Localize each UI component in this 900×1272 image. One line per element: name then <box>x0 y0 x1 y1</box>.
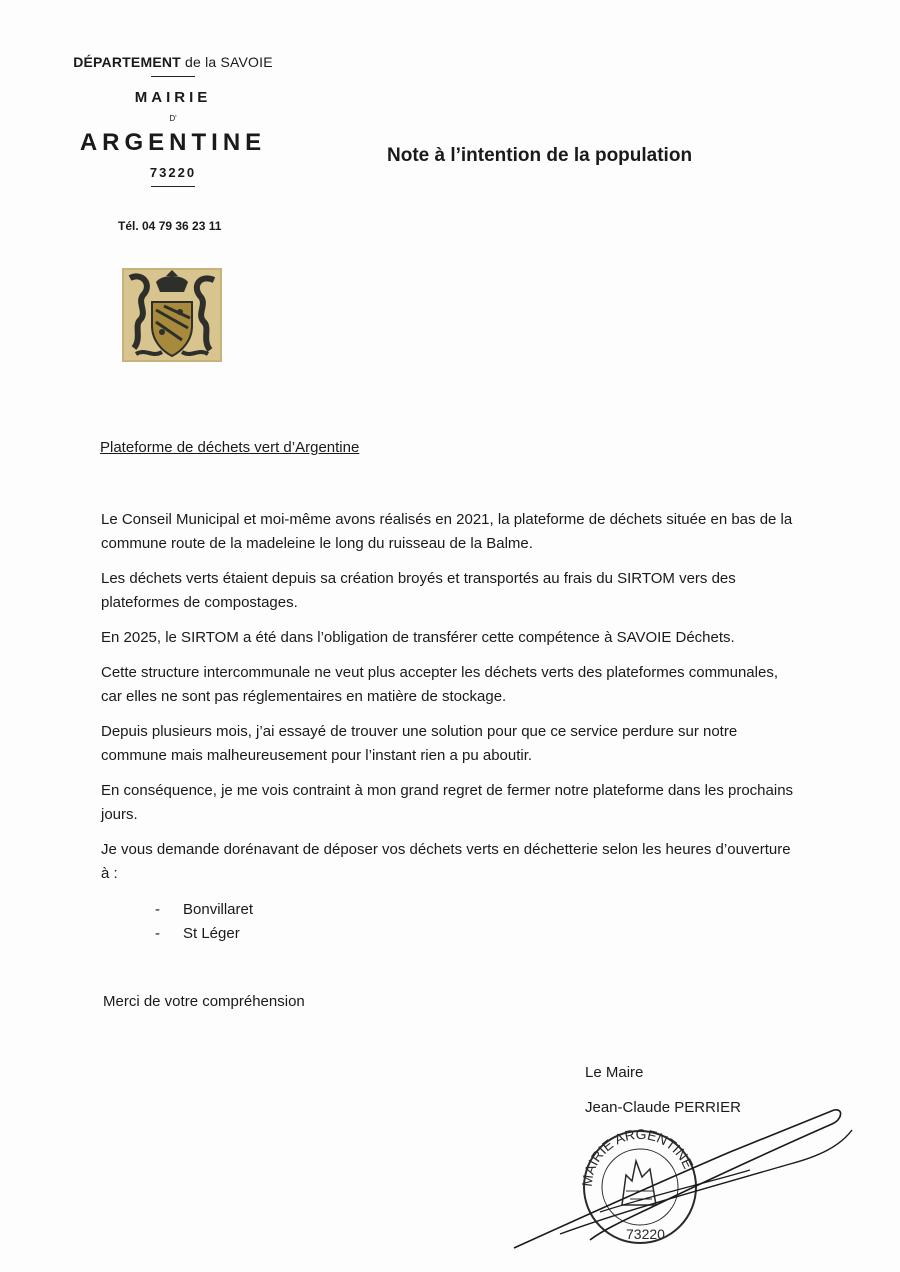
paragraph: Les déchets verts étaient depuis sa création broyés et transportés au frais du SIRTOM vers des plateformes de compostages. <box>101 570 736 611</box>
closing-line: Merci de votre compréhension <box>103 993 305 1010</box>
list-dash: - <box>155 901 160 918</box>
letter-body <box>101 508 801 897</box>
list-item <box>155 922 253 946</box>
stamp-text: MAIRIE ARGENTINE <box>578 1125 697 1188</box>
divider <box>151 76 195 77</box>
paragraph: En conséquence, je me vois contraint à mon grand regret de fermer notre plateforme dans les prochains jours. <box>101 782 794 823</box>
postal-code: 73220 <box>149 165 197 180</box>
signatory-name: Jean-Claude PERRIER <box>585 1099 741 1116</box>
telephone: Tél. 04 79 36 23 11 <box>118 219 222 233</box>
location-list <box>155 898 253 946</box>
subject-heading: Plateforme de déchets vert d’Argentine <box>100 439 360 456</box>
department-prefix: DÉPARTEMENT <box>73 54 181 70</box>
letterhead <box>60 54 286 187</box>
paragraph: Cette structure intercommunale ne veut plus accepter les déchets verts des plateformes communales, car elles ne sont pas réglementaires en matière de stockage. <box>101 664 778 705</box>
signatory-title: Le Maire <box>585 1064 644 1081</box>
list-item-text: Bonvillaret <box>183 901 254 918</box>
list-dash: - <box>155 925 160 942</box>
coat-of-arms-icon <box>122 268 222 362</box>
d-label: D' <box>169 114 177 123</box>
town-name: ARGENTINE <box>79 129 267 156</box>
paragraph: Depuis plusieurs mois, j’ai essayé de trouver une solution pour que ce service perdure sur notre commune mais malheureusement pour l’instant rien a pu aboutir. <box>101 723 738 764</box>
paragraph: Je vous demande dorénavant de déposer vos déchets verts en déchetterie selon les heures d’ouverture à : <box>101 841 791 882</box>
list-item <box>155 898 253 922</box>
list-item-text: St Léger <box>183 925 240 942</box>
department-line <box>60 54 286 70</box>
stamp-zip: 73220 <box>626 1226 665 1242</box>
paragraph: Le Conseil Municipal et moi-même avons réalisés en 2021, la plateforme de déchets située en bas de la commune route de la madeleine le long du ruisseau de la Balme. <box>101 511 793 552</box>
divider <box>151 186 195 187</box>
mairie-label: MAIRIE <box>134 89 212 106</box>
page-title: Note à l’intention de la population <box>387 145 693 166</box>
paragraph: En 2025, le SIRTOM a été dans l’obligation de transférer cette compétence à SAVOIE Déchets. <box>101 629 735 646</box>
handwritten-signature <box>500 1100 870 1260</box>
department-suffix: de la SAVOIE <box>185 54 273 70</box>
